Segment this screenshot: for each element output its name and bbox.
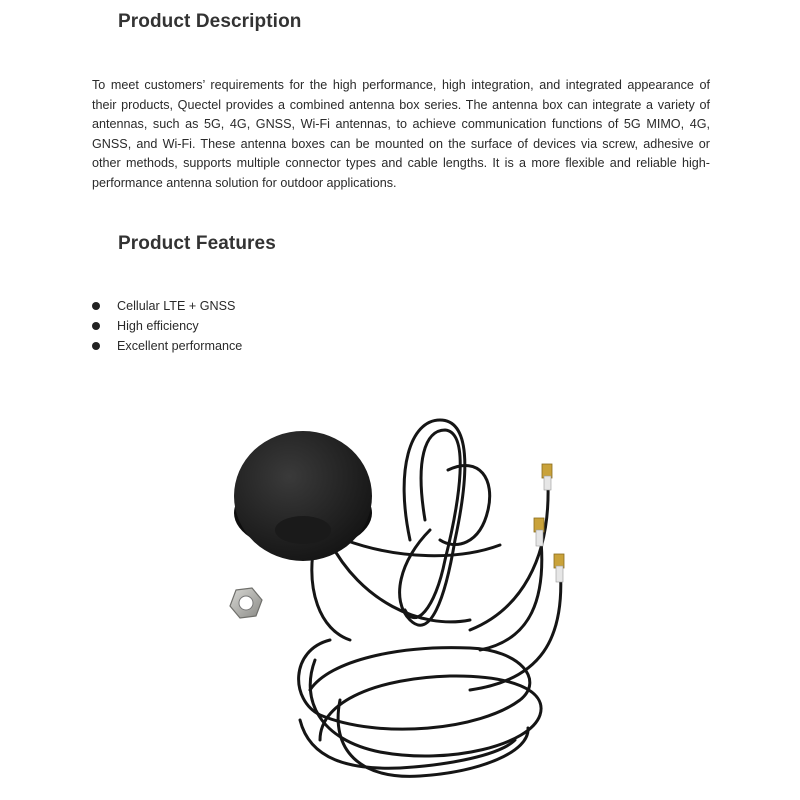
product-description-heading: Product Description [118,11,302,32]
product-features-heading: Product Features [118,233,276,254]
feature-label: High efficiency [117,319,199,333]
bullet-icon [92,322,100,330]
feature-label: Excellent performance [117,339,243,353]
bullet-icon [92,302,100,310]
sma-connector [542,464,552,490]
hex-nut [230,588,262,618]
feature-label: Cellular LTE + GNSS [117,299,236,313]
sma-connector [534,518,544,546]
puck-antenna [234,431,372,561]
sma-connector [554,554,564,582]
product-description-text: To meet customers’ requirements for the high performance, high integration, and integrated appearance of their products, Quectel provides a combined antenna box series. The antenna box can integrate a variety of antennas, such as 5G, 4G, GNSS, Wi-Fi antennas, to achieve communication functions of 5G MIMO, 4G, GNSS, and Wi-Fi. These antenna boxes can be mounted on the surface of devices via screw, adhesive or other methods, supports multiple connector types and cable lengths. It is a more flexible and reliable high-performance antenna solution for outdoor applications. [92,78,710,190]
bullet-icon [92,342,100,350]
antenna-product-image [200,400,600,790]
